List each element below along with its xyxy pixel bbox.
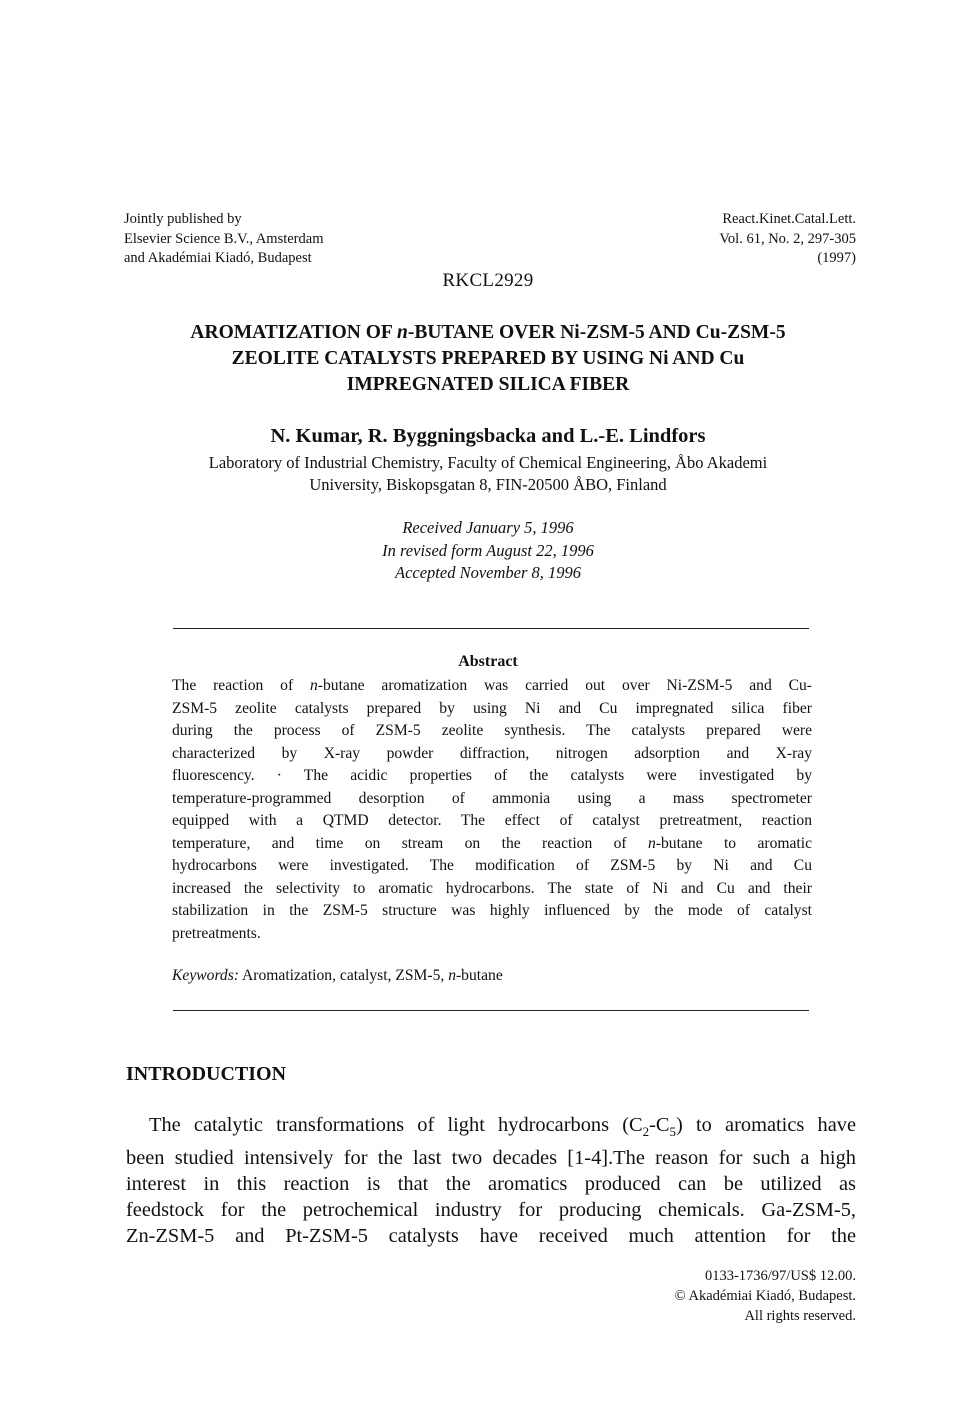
publisher-line: and Akadémiai Kiadó, Budapest (124, 250, 312, 266)
issn-price: 0133-1736/97/US$ 12.00. (704, 1268, 856, 1284)
abstract-line: hydrocarbons were investigated. The modification of ZSM-5 by Ni and Cu (172, 857, 812, 874)
keywords (172, 967, 503, 985)
abstract-line: temperature, and time on stream on the reaction of n-butane to aromatic (172, 834, 812, 852)
abstract-line: ZSM-5 zeolite catalysts prepared by using Ni and Cu impregnated silica fiber (172, 699, 812, 717)
copyright: © Akadémiai Kiadó, Budapest. (674, 1288, 856, 1304)
body-line: Zn-ZSM-5 and Pt-ZSM-5 catalysts have received much attention for the (126, 1225, 856, 1248)
keywords-text: Aromatization, catalyst, ZSM-5, (239, 967, 449, 984)
affiliation-line: Laboratory of Industrial Chemistry, Faculty of Chemical Engineering, Åbo Akademi (208, 453, 768, 472)
introduction-text (126, 1112, 856, 1249)
title-text: AROMATIZATION OF (190, 322, 397, 343)
affiliation (120, 452, 856, 496)
journal-volume: Vol. 61, No. 2, 297-305 (719, 230, 856, 247)
document-code: RKCL2929 (442, 270, 534, 291)
section-heading: INTRODUCTION (126, 1063, 287, 1085)
title-line-1 (110, 320, 866, 346)
keywords-suffix: -butane (455, 967, 503, 984)
abstract-line: temperature-programmed desorption of ammonia using a mass spectrometer (172, 789, 812, 807)
divider (173, 628, 809, 629)
abstract-line: The reaction of n-butane aromatization was carried out over Ni-ZSM-5 and Cu- (172, 677, 812, 694)
abstract-line: equipped with a QTMD detector. The effect of catalyst pretreatment, reaction (172, 812, 812, 829)
title-text: -BUTANE OVER Ni-ZSM-5 AND Cu-ZSM-5 (407, 322, 786, 343)
paper-title (110, 320, 866, 398)
abstract-line: increased the selectivity to aromatic hydrocarbons. The state of Ni and Cu and their (172, 879, 812, 897)
divider (173, 1010, 809, 1011)
abstract-line: during the process of ZSM-5 zeolite synthesis. The catalysts prepared were (172, 722, 812, 739)
abstract-line: pretreatments. (172, 924, 261, 942)
authors: N. Kumar, R. Byggningsbacka and L.-E. Lindfors (270, 425, 706, 447)
submission-dates (0, 517, 976, 585)
rights: All rights reserved. (744, 1308, 856, 1324)
abstract-text (172, 675, 812, 945)
abstract-line: characterized by X-ray powder diffraction, nitrogen adsorption and X-ray (172, 744, 812, 762)
abstract-line: stabilization in the ZSM-5 structure was highly influenced by the mode of catalyst (172, 902, 812, 919)
journal-name: React.Kinet.Catal.Lett. (722, 211, 856, 227)
received-date: Received January 5, 1996 (402, 518, 574, 537)
abstract-line: fluorescency. · The acidic properties of the catalysts were investigated by (172, 767, 812, 784)
body-line: interest in this reaction is that the aromatics produced can be utilized as (126, 1173, 856, 1196)
publisher-line: Elsevier Science B.V., Amsterdam (124, 230, 324, 247)
revised-date: In revised form August 22, 1996 (382, 540, 594, 560)
title-line-3: IMPREGNATED SILICA FIBER (346, 374, 630, 395)
body-line: feedstock for the petrochemical industry for producing chemicals. Ga-ZSM-5, (126, 1199, 856, 1222)
body-line: The catalytic transformations of light hydrocarbons $(C_2-C_5)$ to aromatics have (149, 1114, 856, 1140)
copyright-notice (675, 1266, 856, 1326)
affiliation-line: University, Biskopsgatan 8, FIN-20500 ÅBO, Finland (309, 475, 667, 494)
journal-year: (1997) (817, 250, 856, 266)
body-line: been studied intensively for the last two decades [1-4].The reason for such a high (126, 1147, 856, 1170)
accepted-date: Accepted November 8, 1996 (394, 563, 582, 582)
abstract-heading: Abstract (458, 653, 518, 670)
publisher-info (124, 210, 323, 269)
journal-citation (719, 210, 856, 269)
publisher-line: Jointly published by (124, 211, 242, 227)
keywords-italic: n (448, 967, 456, 984)
title-italic: n (396, 322, 408, 343)
title-line-2: ZEOLITE CATALYSTS PREPARED BY USING Ni AND Cu (231, 348, 745, 369)
keywords-label: Keywords: (172, 967, 239, 984)
